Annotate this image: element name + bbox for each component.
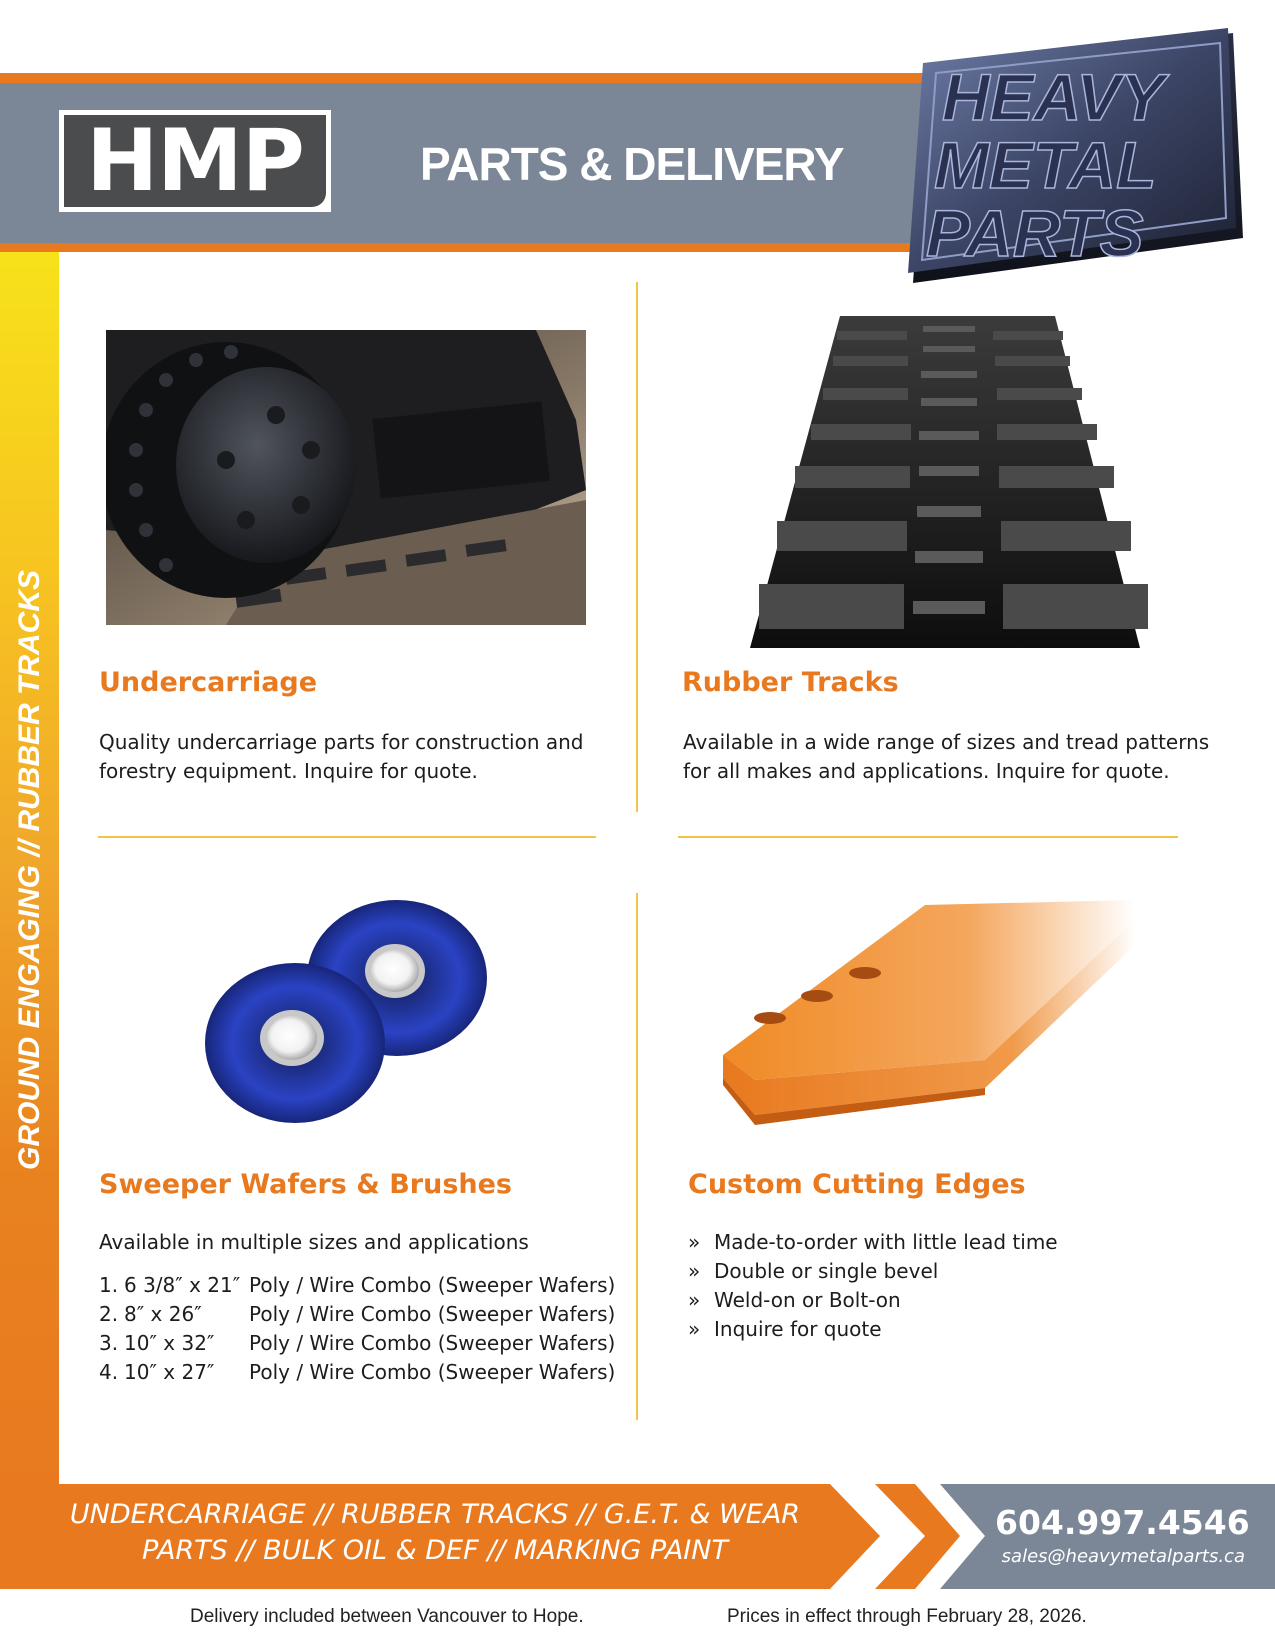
list-item: 2. 8″ x 26″ Poly / Wire Combo (Sweeper Wafers) <box>99 1302 616 1326</box>
footer-categories-line-1: UNDERCARRIAGE // RUBBER TRACKS // G.E.T. & WEAR <box>69 1499 801 1530</box>
list-item: 3. 10″ x 32″ Poly / Wire Combo (Sweeper Wafers) <box>99 1331 616 1355</box>
vertical-divider-top <box>636 282 638 812</box>
hmp-logo: HMP <box>64 115 326 207</box>
list-item: 4. 10″ x 27″ Poly / Wire Combo (Sweeper Wafers) <box>99 1360 616 1384</box>
list-item: » Weld-on or Bolt-on <box>688 1288 901 1312</box>
page-title: PARTS & DELIVERY <box>420 138 844 190</box>
list-item: » Double or single bevel <box>688 1259 939 1283</box>
cutting-edge-photo <box>715 900 1160 1135</box>
brand-line-3: PARTS <box>926 196 1144 270</box>
list-item: » Inquire for quote <box>688 1317 882 1341</box>
chevron-arrows-icon <box>830 1484 1000 1589</box>
side-tagline-text: GROUND ENGAGING // RUBBER TRACKS <box>13 569 46 1171</box>
undercarriage-line-1: Quality undercarriage parts for construction and <box>99 730 584 754</box>
undercarriage-photo <box>106 330 586 625</box>
pricing-note: Prices in effect through February 28, 2026. <box>727 1606 1087 1627</box>
sweeper-size-list <box>99 1271 619 1387</box>
rubber-track-photo <box>745 316 1155 648</box>
email-link[interactable]: sales@heavymetalparts.ca <box>1001 1546 1245 1567</box>
brand-line-1: HEAVY <box>942 60 1165 134</box>
horizontal-divider-left <box>98 836 596 838</box>
vertical-divider-bottom <box>636 893 638 1420</box>
rubber-tracks-line-1: Available in a wide range of sizes and tread patterns <box>683 730 1210 754</box>
phone-number[interactable]: 604.997.4546 <box>995 1503 1250 1542</box>
header-bottom-stripe <box>0 243 960 252</box>
sweeper-brushes-photo <box>195 898 505 1128</box>
cutting-edges-title: Custom Cutting Edges <box>688 1169 1026 1200</box>
sweeper-intro: Available in multiple sizes and applications <box>99 1230 529 1254</box>
undercarriage-line-2: forestry equipment. Inquire for quote. <box>99 759 478 783</box>
list-item: 1. 6 3/8″ x 21″ Poly / Wire Combo (Sweeper Wafers) <box>99 1273 616 1297</box>
delivery-note: Delivery included between Vancouver to Hope. <box>190 1606 584 1627</box>
footer-categories <box>40 1497 830 1569</box>
footer-categories-line-2: PARTS // BULK OIL & DEF // MARKING PAINT <box>142 1535 728 1566</box>
heavy-metal-parts-logo <box>908 28 1248 298</box>
rubber-tracks-line-2: for all makes and applications. Inquire for quote. <box>683 759 1170 783</box>
rubber-tracks-title: Rubber Tracks <box>682 667 899 698</box>
cutting-edges-list <box>688 1228 1248 1344</box>
undercarriage-description <box>99 728 619 786</box>
brand-line-2: METAL <box>934 128 1157 202</box>
header-top-stripe <box>0 73 960 83</box>
undercarriage-title: Undercarriage <box>99 667 318 698</box>
list-item: » Made-to-order with little lead time <box>688 1230 1058 1254</box>
sweeper-title: Sweeper Wafers & Brushes <box>99 1169 512 1200</box>
horizontal-divider-right <box>678 836 1178 838</box>
rubber-tracks-description <box>683 728 1243 786</box>
